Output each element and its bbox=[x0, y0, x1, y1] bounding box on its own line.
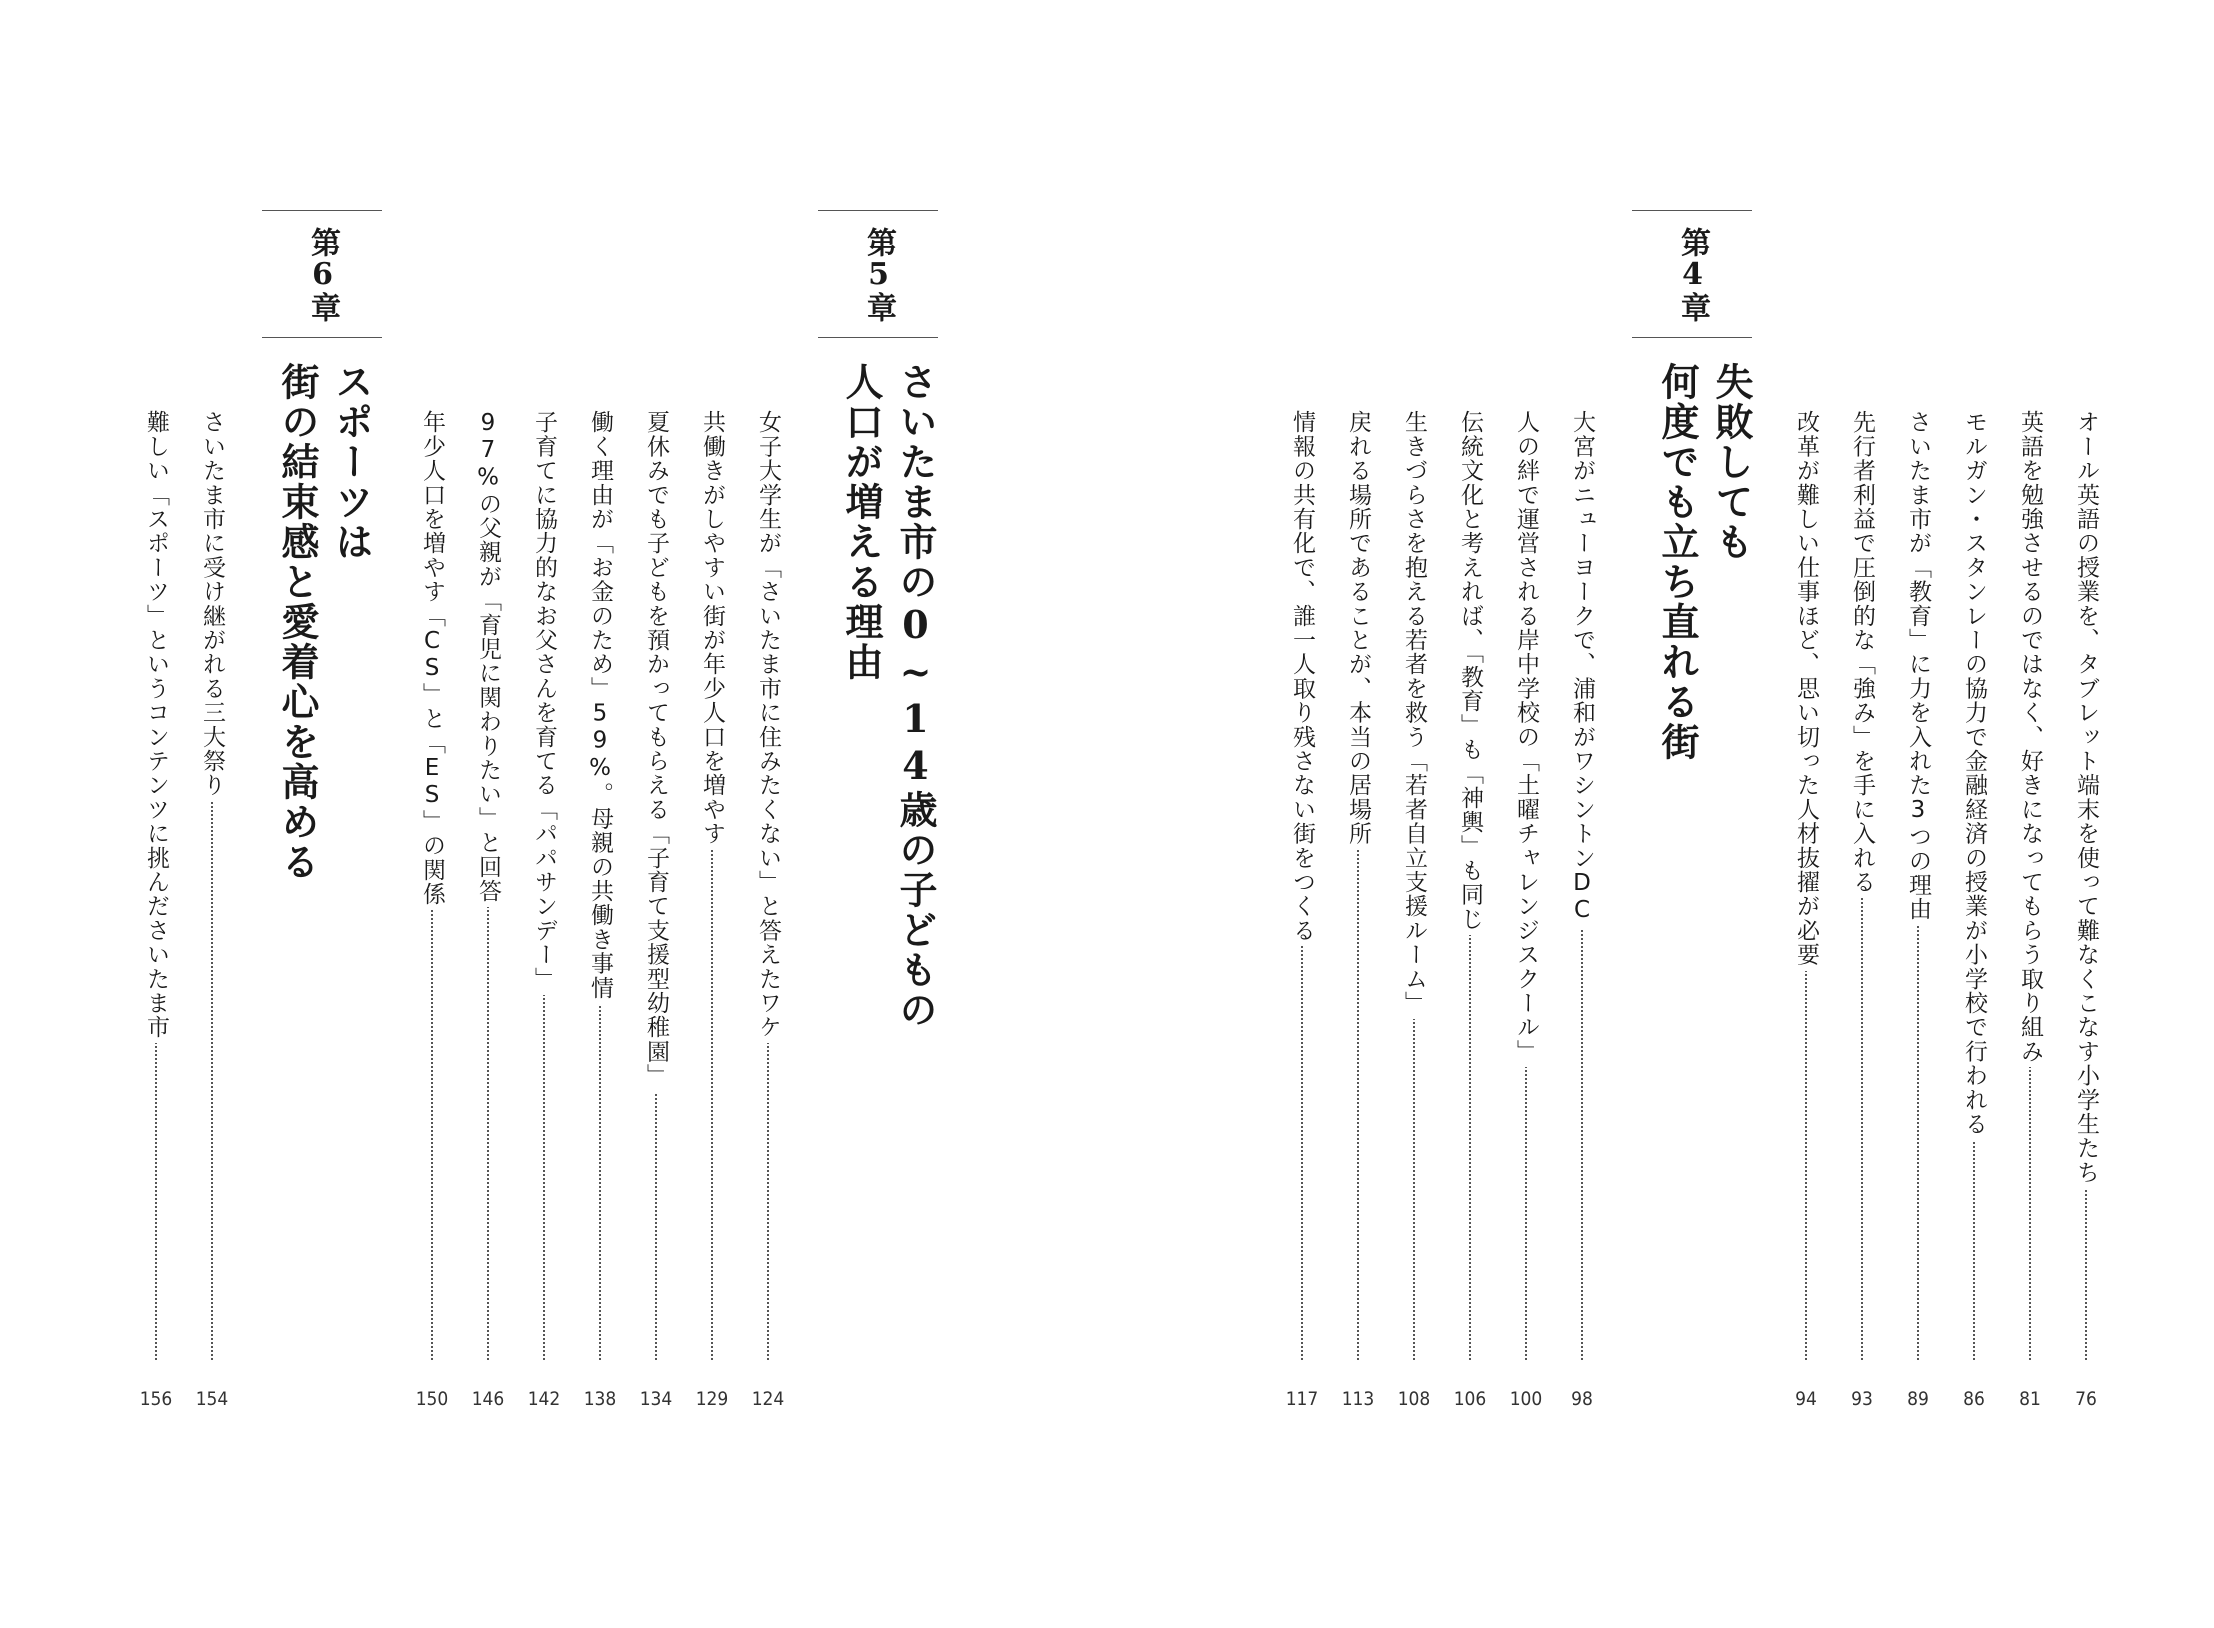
toc-entry[interactable] bbox=[751, 410, 785, 1410]
entry-title: 夏休みでも子どもを預かってもらえる「子育て支援型幼稚園」 bbox=[642, 410, 670, 1092]
entry-title: 生きづらさを抱える若者を救う「若者自立支援ルーム」 bbox=[1400, 410, 1428, 1019]
entry-title: 伝統文化と考えれば、「教育」も「神輿」も同じ bbox=[1456, 410, 1484, 935]
page-number: 76 bbox=[2075, 1388, 2097, 1410]
page-number: 156 bbox=[139, 1388, 173, 1410]
chapter-title: 失敗しても 何度でも立ち直れる街 bbox=[1655, 362, 1754, 762]
page-number: 146 bbox=[471, 1388, 505, 1410]
toc-entry[interactable] bbox=[1904, 410, 1932, 1410]
entry-title: 共働きがしやすい街が年少人口を増やす bbox=[698, 410, 726, 850]
entry-title: 戻れる場所であることが、本当の居場所 bbox=[1344, 410, 1372, 850]
toc-entry[interactable] bbox=[1848, 410, 1876, 1410]
page-number: 108 bbox=[1397, 1388, 1431, 1410]
page-number: 142 bbox=[527, 1388, 561, 1410]
entry-title: さいたま市に受け継がれる三大祭り bbox=[198, 410, 226, 801]
page-number: 154 bbox=[195, 1388, 229, 1410]
toc-entry[interactable] bbox=[471, 410, 505, 1410]
toc-entry[interactable] bbox=[1792, 410, 1820, 1410]
entry-title: 英語を勉強させるのではなく、好きになってもらう取り組み bbox=[2016, 410, 2044, 1067]
chapter-label: 第5章 bbox=[818, 210, 938, 338]
entry-title: 子育てに協力的なお父さんを育てる「パパサンデー」 bbox=[530, 410, 558, 995]
page-number: 81 bbox=[2019, 1388, 2041, 1410]
entry-title: モルガン・スタンレーの協力で金融経済の授業が小学校で行われる bbox=[1960, 410, 1988, 1140]
toc-entry[interactable] bbox=[527, 410, 561, 1410]
page-number: 100 bbox=[1509, 1388, 1543, 1410]
page-number: 93 bbox=[1851, 1388, 1873, 1410]
page-number: 113 bbox=[1341, 1388, 1375, 1410]
toc-entry[interactable] bbox=[639, 410, 673, 1410]
entry-title: 大宮がニューヨークで、浦和がワシントンDC bbox=[1568, 410, 1596, 928]
entry-title: 難しい「スポーツ」というコンテンツに挑んださいたま市 bbox=[142, 410, 170, 1043]
chapter-title: スポーツは 街の結束感と愛着心を高める bbox=[275, 362, 374, 882]
entry-title: 改革が難しい仕事ほど、思い切った人材抜擢が必要 bbox=[1792, 410, 1820, 971]
entry-title: 人の絆で運営される岸中学校の「土曜チャレンジスクール」 bbox=[1512, 410, 1540, 1067]
page-number: 134 bbox=[639, 1388, 673, 1410]
page-number: 94 bbox=[1795, 1388, 1817, 1410]
toc-entry[interactable] bbox=[1453, 410, 1487, 1410]
page-number: 129 bbox=[695, 1388, 729, 1410]
toc-entry[interactable] bbox=[2016, 410, 2044, 1410]
page-number: 98 bbox=[1571, 1388, 1593, 1410]
toc-entry[interactable] bbox=[1960, 410, 1988, 1410]
page-number: 138 bbox=[583, 1388, 617, 1410]
entry-title: さいたま市が「教育」に力を入れた3つの理由 bbox=[1904, 410, 1932, 925]
toc-entry[interactable] bbox=[1341, 410, 1375, 1410]
toc-entry[interactable] bbox=[2072, 410, 2100, 1410]
toc-entry[interactable] bbox=[1509, 410, 1543, 1410]
page-number: 86 bbox=[1963, 1388, 1985, 1410]
page-number: 89 bbox=[1907, 1388, 1929, 1410]
chapter-title: さいたま市の0~14歳の子どもの 人口が増える理由 bbox=[839, 362, 938, 1030]
page-number: 124 bbox=[751, 1388, 785, 1410]
page-number: 106 bbox=[1453, 1388, 1487, 1410]
entry-title: 97%の父親が「育児に関わりたい」と回答 bbox=[474, 410, 502, 907]
toc-entry[interactable] bbox=[415, 410, 449, 1410]
toc-entry[interactable] bbox=[1285, 410, 1319, 1410]
page-number: 150 bbox=[415, 1388, 449, 1410]
toc-entry[interactable] bbox=[139, 410, 173, 1410]
toc-entry[interactable] bbox=[195, 410, 229, 1410]
page-number: 117 bbox=[1285, 1388, 1319, 1410]
entry-title: 年少人口を増やす「CS」と「ES」の関係 bbox=[418, 410, 446, 910]
entry-title: オール英語の授業を、タブレット端末を使って難なくこなす小学生たち bbox=[2072, 410, 2100, 1188]
entry-title: 先行者利益で圧倒的な「強み」を手に入れる bbox=[1848, 410, 1876, 898]
chapter-label: 第4章 bbox=[1632, 210, 1752, 338]
entry-title: 女子大学生が「さいたま市に住みたくない」と答えたワケ bbox=[754, 410, 782, 1043]
toc-entry[interactable] bbox=[583, 410, 617, 1410]
toc-entry[interactable] bbox=[1568, 410, 1596, 1410]
chapter-label: 第6章 bbox=[262, 210, 382, 338]
toc-entry[interactable] bbox=[695, 410, 729, 1410]
entry-title: 働く理由が「お金のため」59%。母親の共働き事情 bbox=[586, 410, 614, 1004]
entry-title: 情報の共有化で、誰一人取り残さない街をつくる bbox=[1288, 410, 1316, 946]
toc-entry[interactable] bbox=[1397, 410, 1431, 1410]
